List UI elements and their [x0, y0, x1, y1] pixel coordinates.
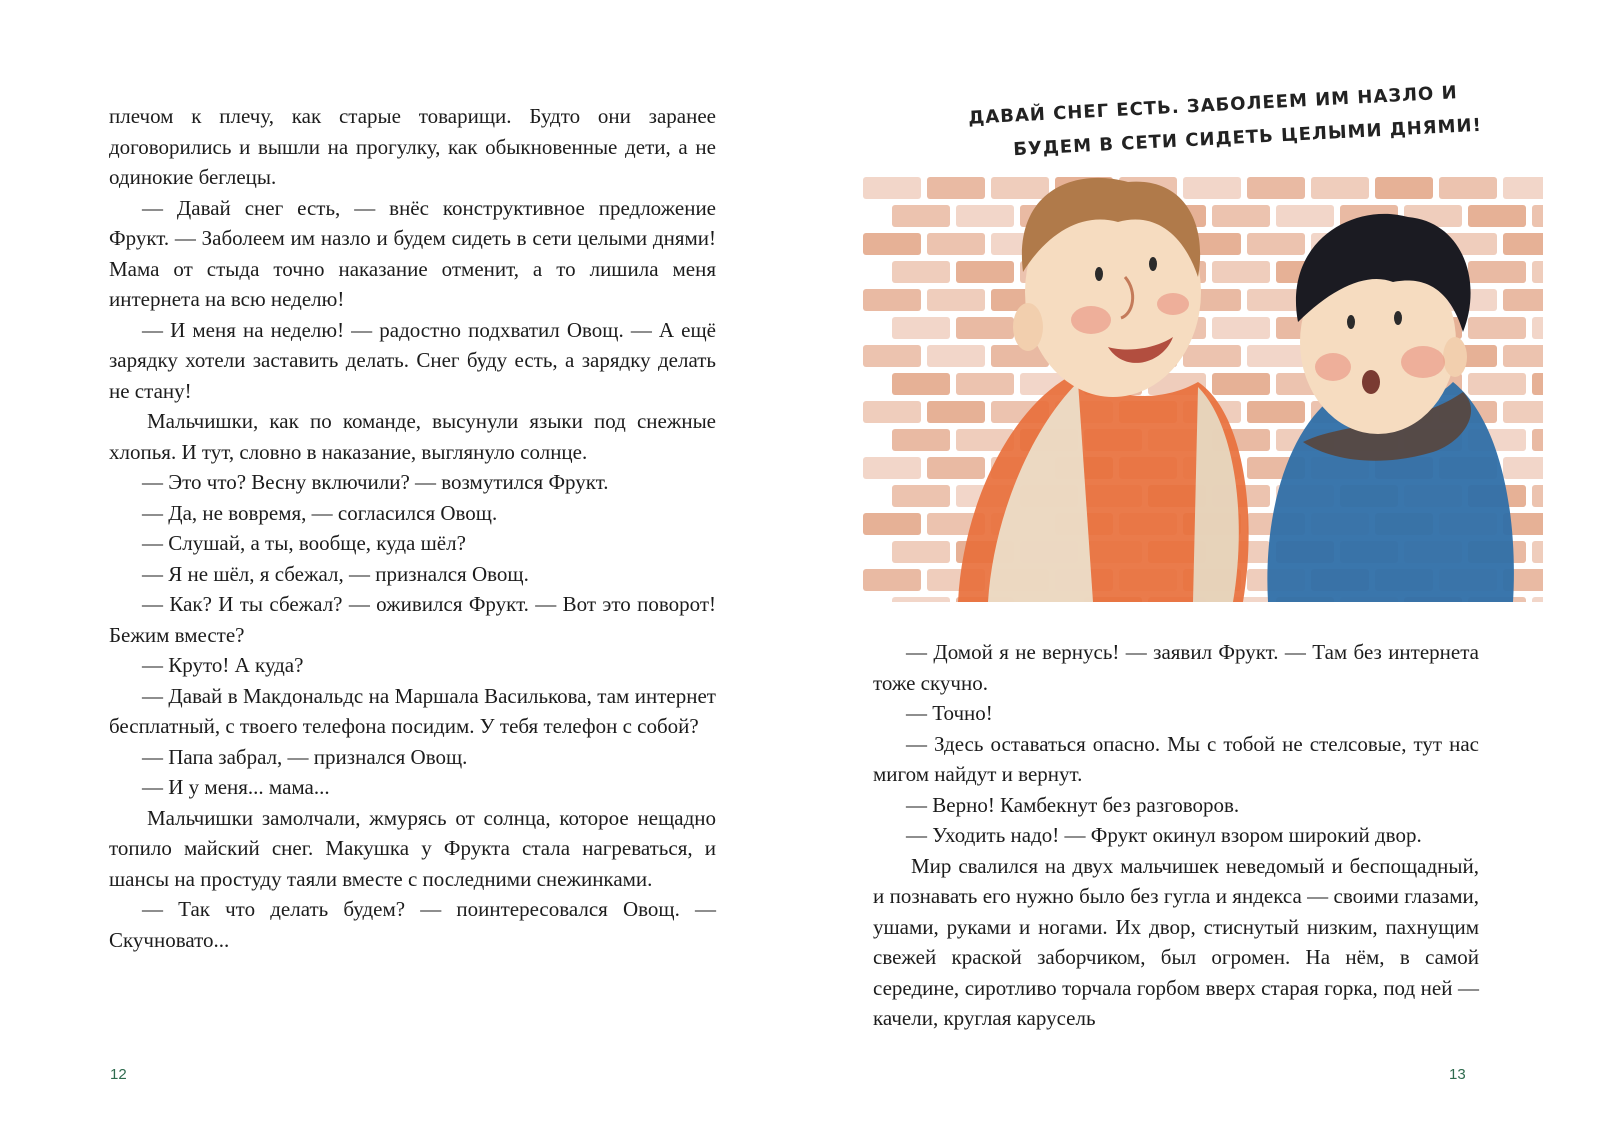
brick — [1276, 205, 1334, 227]
brick — [956, 261, 1014, 283]
paragraph: — Да, не вовремя, — согласился Овощ. — [142, 500, 498, 525]
brick — [1247, 177, 1305, 199]
paragraph: — Верно! Камбекнут без разговоров. — [906, 792, 1240, 817]
brick — [956, 317, 1014, 339]
brick — [1532, 597, 1543, 602]
brick — [892, 485, 950, 507]
paragraph: — Домой я не вернусь! — заявил Фрукт. — Там без интернета тоже скучно. — [873, 640, 1479, 695]
brick — [1532, 373, 1543, 395]
paragraph: — Так что делать будем? — поинтересовался Овощ. — Скучновато... — [109, 897, 716, 952]
brick — [956, 205, 1014, 227]
brick — [1247, 345, 1305, 367]
caption-line-1: ДАВАЙ СНЕГ ЕСТЬ. ЗАБОЛЕЕМ ИМ НАЗЛО И — [967, 82, 1459, 129]
brick — [927, 177, 985, 199]
brick — [892, 317, 950, 339]
illustration-caption — [967, 82, 1488, 175]
brick — [1503, 401, 1543, 423]
brick — [892, 205, 950, 227]
brick — [927, 345, 985, 367]
brick — [927, 289, 985, 311]
brick — [863, 177, 921, 199]
brick — [863, 401, 921, 423]
brick — [927, 233, 985, 255]
brick — [1439, 177, 1497, 199]
brick — [1311, 177, 1369, 199]
brick — [1532, 541, 1543, 563]
paragraph: плечом к плечу, как старые товарищи. Будто они заранее договорились и вышли на прогулку, как обыкновенные дети, а не одинокие беглецы. — [109, 104, 716, 189]
left-page-text — [109, 101, 716, 955]
paragraph: Мир свалился на двух мальчишек неведомый и беспощадный, и познавать его нужно было без гугла и яндекса — своими глазами, ушами, руками и ногами. Их двор, стиснутый низким, пахнущим свежей краской заборчиком, был огромен. На нём, в самой середине, сиротливо торчала горбом вверх старая горка, под ней — качели, круглая карусель — [873, 853, 1479, 1030]
brick — [1468, 317, 1526, 339]
brick — [1532, 261, 1543, 283]
brick — [1532, 429, 1543, 451]
brick — [1247, 401, 1305, 423]
brick — [1212, 205, 1270, 227]
right-page-text — [873, 637, 1479, 1034]
brick — [1532, 205, 1543, 227]
brick — [892, 597, 950, 602]
paragraph: — Давай снег есть, — внёс конструктивное предложение Фрукт. — Заболеем им назло и будем сидеть в сети целыми днями! Мама от стыда точно наказание отменит, а то лишила меня интернета на всю неделю! — [109, 195, 716, 311]
brick — [1247, 233, 1305, 255]
brick — [1183, 345, 1241, 367]
brick — [1503, 345, 1543, 367]
brick — [892, 261, 950, 283]
paragraph: — Слушай, а ты, вообще, куда шёл? — [142, 531, 466, 555]
brick — [863, 289, 921, 311]
brick — [1532, 317, 1543, 339]
brick — [1532, 485, 1543, 507]
brick — [1212, 373, 1270, 395]
paragraph: — Здесь оставаться опасно. Мы с тобой не стелсовые, тут нас мигом найдут и вернут. — [873, 731, 1479, 786]
brick — [1212, 261, 1270, 283]
brick — [863, 457, 921, 479]
brick — [1375, 177, 1433, 199]
paragraph: — Уходить надо! — Фрукт окинул взором широкий двор. — [906, 823, 1422, 847]
paragraph: — Я не шёл, я сбежал, — признался Овощ. — [142, 561, 529, 586]
brick — [892, 373, 950, 395]
paragraph: — И у меня... мама... — [142, 775, 330, 799]
brick — [1503, 289, 1543, 311]
page-number: 13 — [1449, 1066, 1466, 1083]
brick — [892, 429, 950, 451]
brick — [991, 177, 1049, 199]
brick — [1503, 233, 1543, 255]
paragraph: — Папа забрал, — признался Овощ. — [142, 744, 468, 769]
brick — [1503, 177, 1543, 199]
brick — [892, 541, 950, 563]
brick — [863, 345, 921, 367]
paragraph: — Точно! — [906, 701, 993, 725]
brick — [1468, 373, 1526, 395]
paragraph: — Давай в Макдональдс на Маршала Василькова, там интернет бесплатный, с твоего телефона посидим. У тебя телефон с собой? — [109, 683, 716, 738]
brick — [863, 233, 921, 255]
brick — [1468, 205, 1526, 227]
right-page — [803, 0, 1606, 1134]
brick — [1503, 457, 1543, 479]
paragraph: Мальчишки, как по команде, высунули языки под снежные хлопья. И тут, словно в наказание, выглянуло солнце. — [109, 409, 716, 464]
brick — [1183, 177, 1241, 199]
brick — [927, 457, 985, 479]
paragraph: — Круто! А куда? — [142, 653, 304, 677]
brick — [927, 401, 985, 423]
caption-line-2: БУДЕМ В СЕТИ СИДЕТЬ ЦЕЛЫМИ ДНЯМИ! — [1012, 114, 1483, 161]
paragraph: — Это что? Весну включили? — возмутился Фрукт. — [142, 470, 609, 494]
brick — [1468, 261, 1526, 283]
brick — [863, 513, 921, 535]
brick — [863, 569, 921, 591]
brick — [956, 373, 1014, 395]
paragraph: Мальчишки замолчали, жмурясь от солнца, которое нещадно топило майский снег. Макушка у Фрукта стала нагреваться, и шансы на простуду таяли вместе с последними снежинками. — [109, 805, 716, 891]
paragraph: — Как? И ты сбежал? — оживился Фрукт. — Вот это поворот! Бежим вместе? — [109, 592, 716, 647]
brick — [1212, 317, 1270, 339]
paragraph: — И меня на неделю! — радостно подхватил Овощ. — А ещё зарядку хотели заставить делать. Снег буду есть, а зарядку делать не стану! — [109, 317, 716, 403]
page-number: 12 — [110, 1066, 127, 1083]
